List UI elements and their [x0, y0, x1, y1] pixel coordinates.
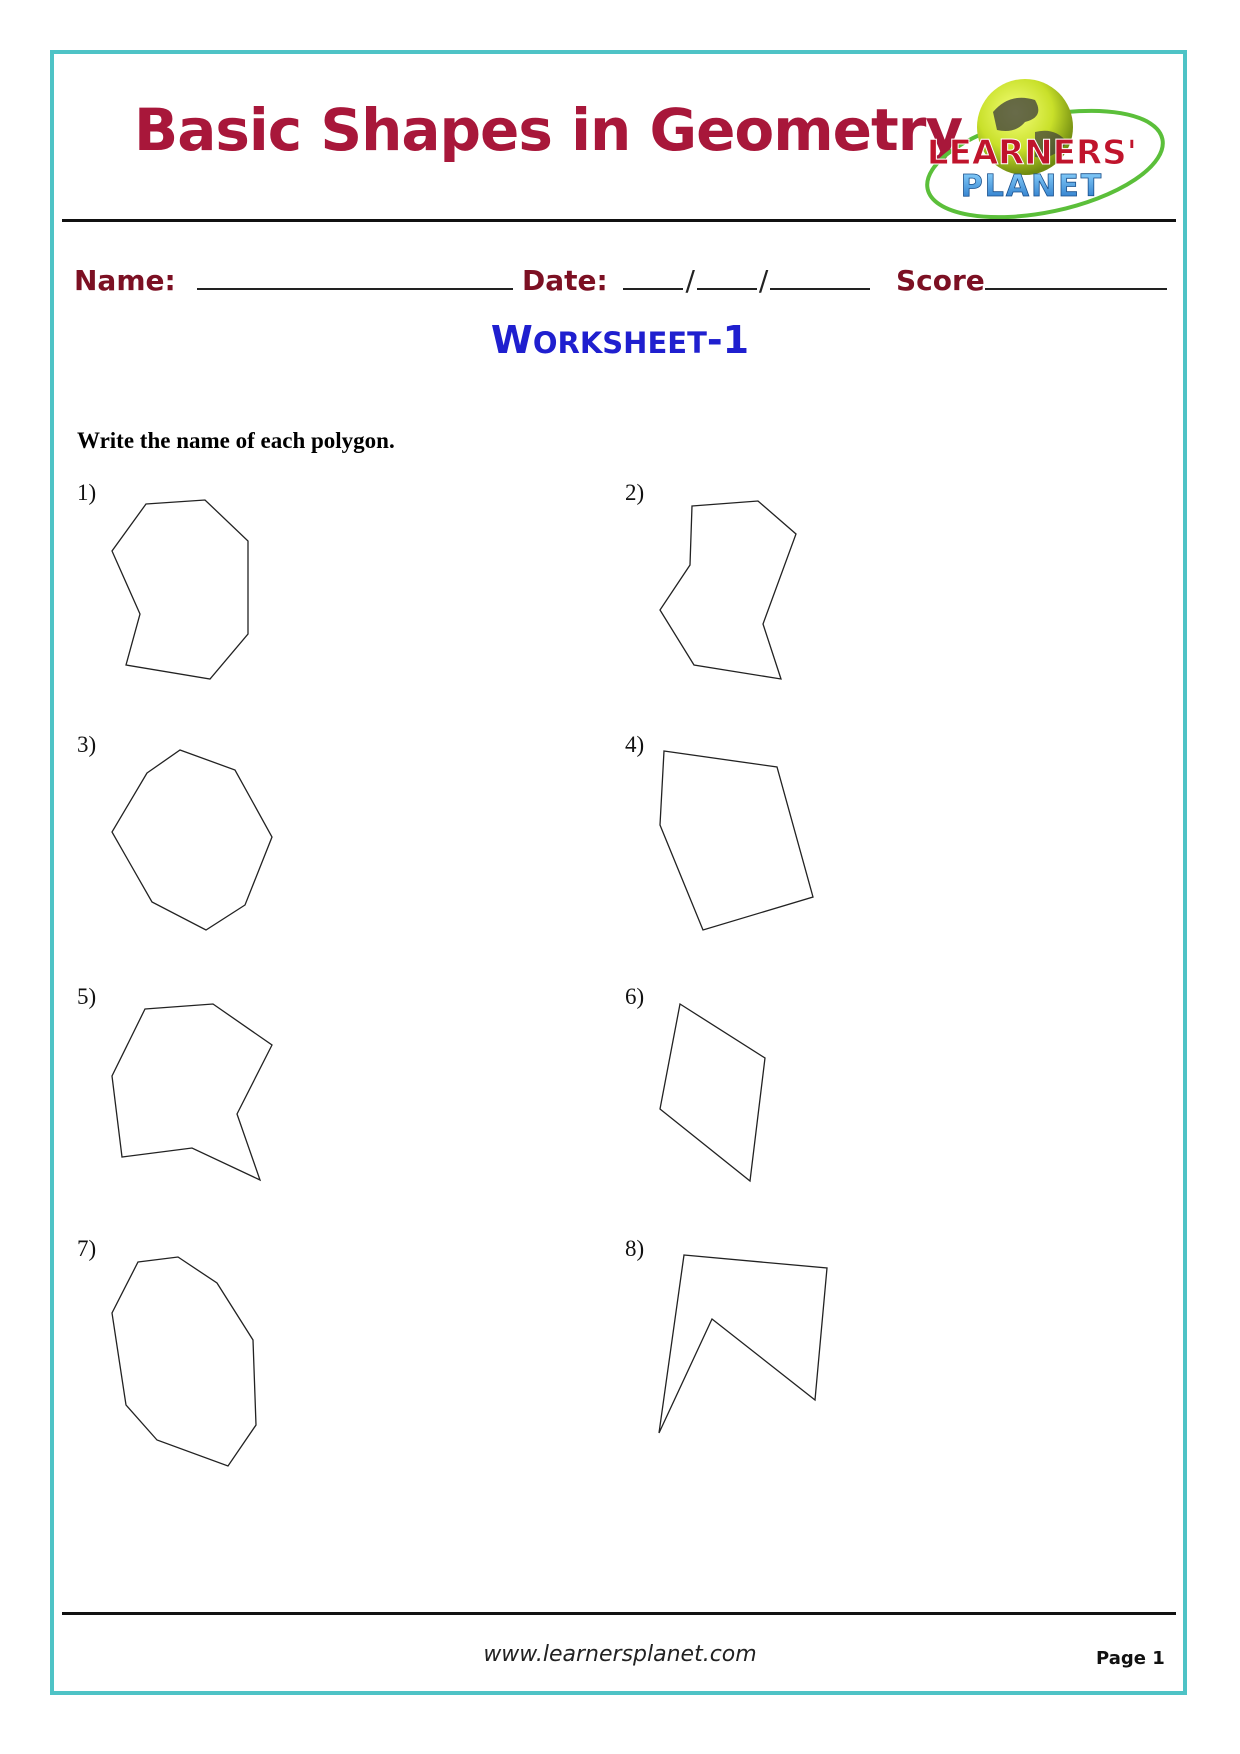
question-label: 1) [77, 480, 97, 505]
logo-line1: LEARNERS' [926, 133, 1138, 173]
date-separator: / [685, 264, 695, 297]
question-label: 7) [77, 1236, 97, 1261]
footer-rule [62, 1612, 1176, 1615]
question-label: 8) [625, 1236, 645, 1261]
date-year-blank[interactable] [770, 262, 870, 290]
question-label: 6) [625, 984, 645, 1009]
date-label: Date: [522, 264, 608, 297]
date-month-blank[interactable] [623, 262, 683, 290]
name-field[interactable] [74, 262, 513, 297]
question-label: 5) [77, 984, 97, 1009]
logo-line2: PLANET [960, 169, 1104, 204]
score-label: Score [896, 264, 985, 297]
header-rule [62, 219, 1176, 222]
page-title: Basic Shapes in Geometry [134, 96, 963, 164]
score-blank[interactable] [985, 262, 1167, 290]
date-field[interactable] [522, 262, 870, 297]
date-day-blank[interactable] [697, 262, 757, 290]
score-field[interactable] [896, 262, 1167, 297]
worksheet-initial: W [490, 318, 533, 362]
worksheet-heading [0, 318, 1240, 362]
question-label: 3) [77, 732, 97, 757]
page-number: Page 1 [1096, 1648, 1165, 1669]
name-blank[interactable] [197, 262, 513, 290]
instruction-text: Write the name of each polygon. [77, 428, 395, 453]
worksheet-rest: ORKSHEET [532, 326, 707, 360]
question-label: 2) [625, 480, 645, 505]
learners-planet-logo [895, 72, 1170, 222]
question-label: 4) [625, 732, 645, 757]
footer-url[interactable]: www.learnersplanet.com [483, 1642, 757, 1667]
name-label: Name: [74, 264, 176, 297]
date-separator: / [758, 264, 769, 297]
worksheet-number: -1 [706, 318, 750, 362]
